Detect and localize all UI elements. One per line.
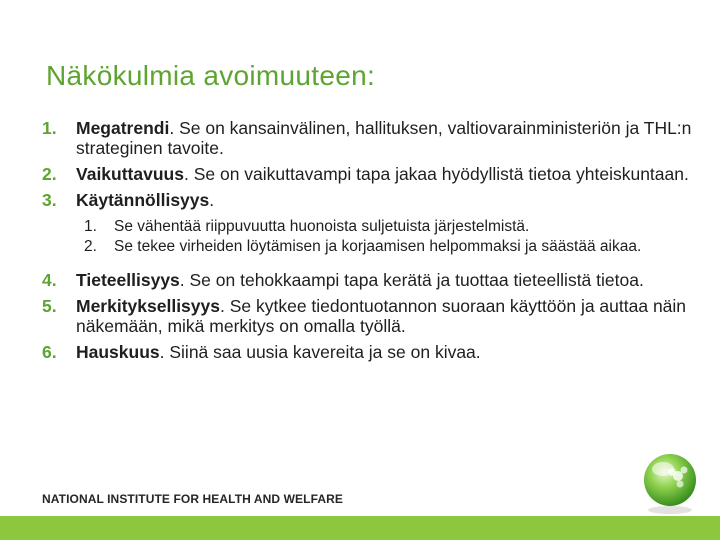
list-number: 1. [42, 118, 57, 138]
list-term: Tieteellisyys [76, 270, 180, 290]
sub-list-item [76, 238, 692, 256]
list-term: Merkityksellisyys [76, 296, 220, 316]
list-item [42, 270, 692, 290]
list-text: . Se on vaikuttavampi tapa jakaa hyödyllistä tietoa yhteiskuntaan. [183, 164, 689, 184]
list-term: Käytännöllisyys [76, 190, 210, 210]
list-item [42, 118, 692, 158]
list-term: Hauskuus [76, 342, 160, 362]
list-term: Megatrendi [76, 118, 170, 138]
sub-list-text: Se tekee virheiden löytämisen ja korjaamisen helpommaksi ja säästää aikaa. [114, 238, 642, 255]
sub-list-number: 1. [84, 218, 97, 235]
sub-list-text: Se vähentää riippuvuutta huonoista suljetuista järjestelmistä. [114, 218, 530, 235]
list-text: . Se on tehokkaampi tapa kerätä ja tuottaa tieteellistä tietoa. [179, 270, 644, 290]
list-number: 4. [42, 270, 57, 290]
list-item [42, 190, 692, 256]
list-item [42, 342, 692, 362]
sub-list-number: 2. [84, 238, 97, 255]
list-number: 5. [42, 296, 57, 316]
list-number: 3. [42, 190, 57, 210]
green-globe-logo-icon [636, 448, 704, 516]
institution-name: NATIONAL INSTITUTE FOR HEALTH AND WELFARE [42, 492, 343, 506]
main-list [42, 118, 692, 368]
list-item [42, 164, 692, 184]
list-term: Vaikuttavuus [76, 164, 184, 184]
footer-bar [0, 516, 720, 540]
list-number: 2. [42, 164, 57, 184]
list-number: 6. [42, 342, 57, 362]
sub-list [76, 218, 692, 256]
sub-list-item [76, 218, 692, 236]
list-text: . Se kytkee tiedontuotannon suoraan käyttöön ja auttaa näin näkemään, mikä merkitys on omalla työllä. [76, 296, 687, 336]
list-text: . Siinä saa uusia kavereita ja se on kivaa. [159, 342, 481, 362]
slide-title: Näkökulmia avoimuuteen: [46, 60, 376, 91]
list-text: . [209, 190, 215, 210]
list-text: . Se on kansainvälinen, hallituksen, valtiovarainministeriön ja THL:n strateginen tavoite. [76, 118, 692, 158]
list-item [42, 296, 692, 336]
